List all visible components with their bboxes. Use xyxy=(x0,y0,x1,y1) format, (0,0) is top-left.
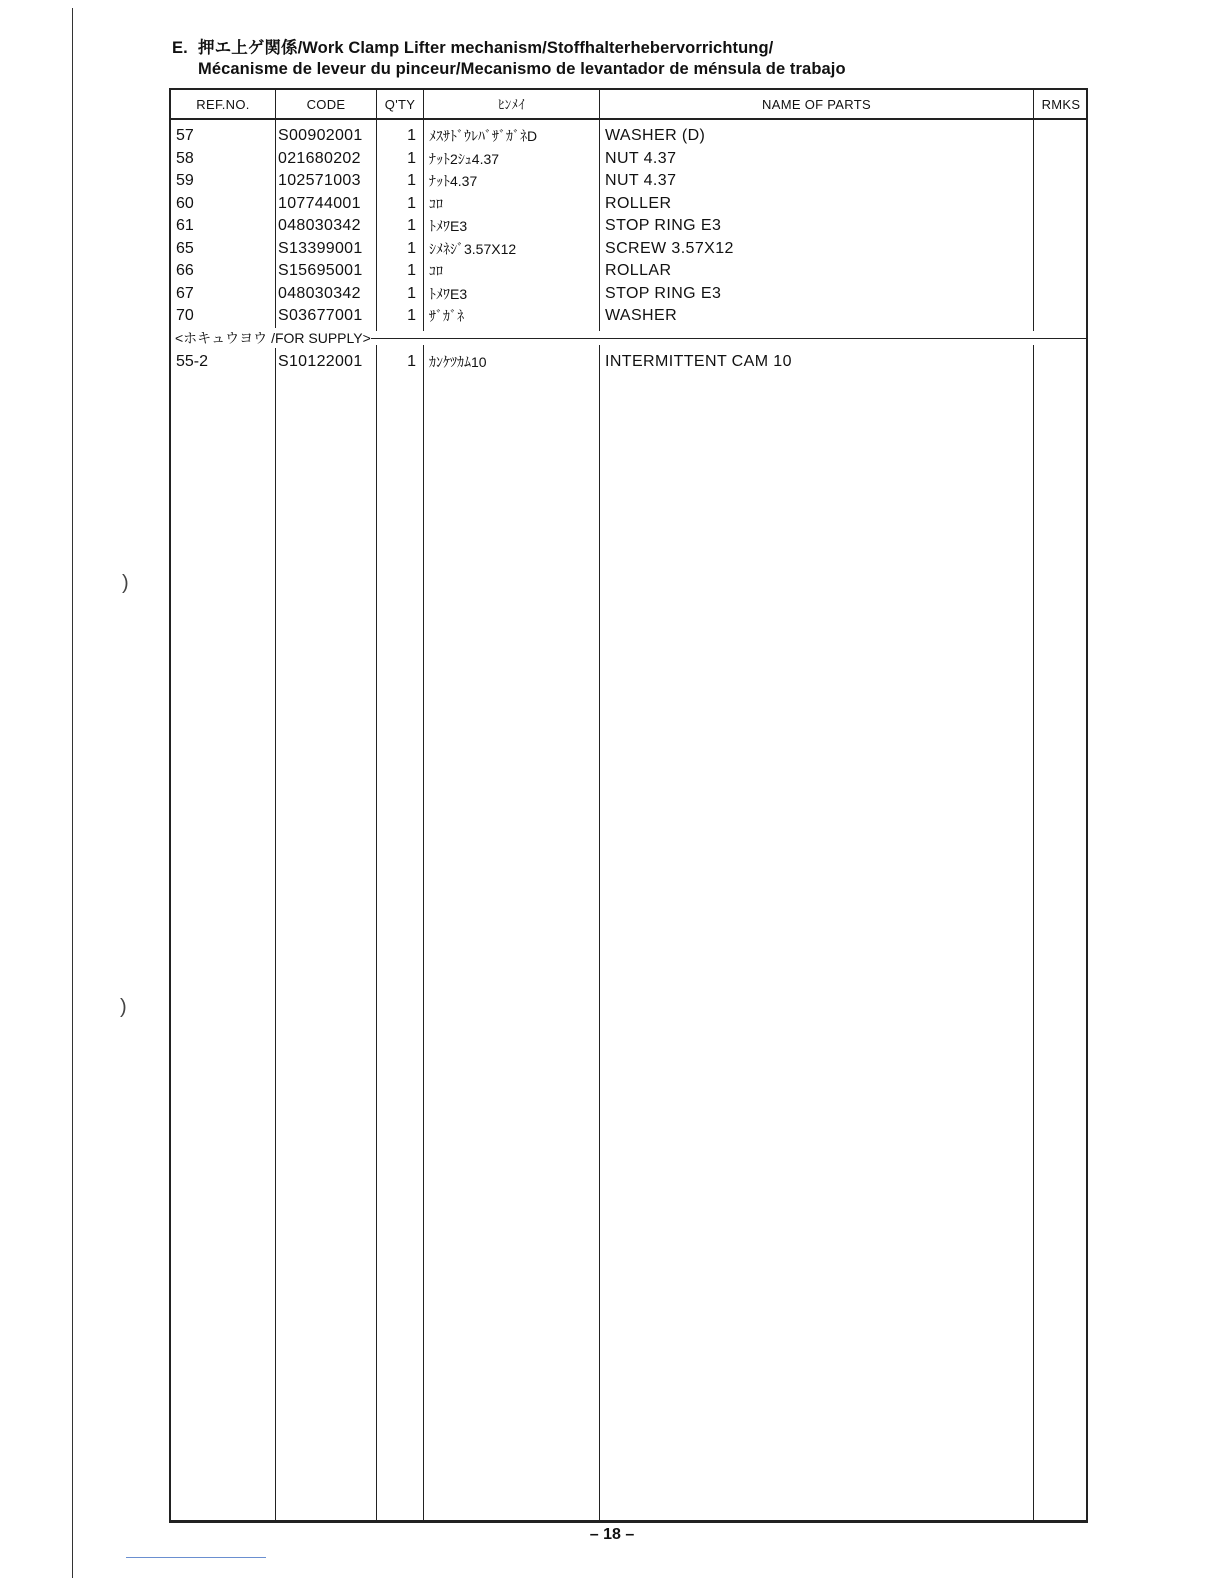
part-name: WASHER xyxy=(605,307,678,324)
bottom-rule xyxy=(126,1557,266,1558)
quantity: 1 xyxy=(407,353,416,370)
part-name: SCREW 3.57X12 xyxy=(605,239,734,257)
section-letter: E. xyxy=(172,39,188,57)
kana-name: ﾒｽｻﾄﾞｳﾚﾊﾞｻﾞｶﾞﾈD xyxy=(429,128,538,144)
table-row xyxy=(171,260,1086,282)
ref-no: 60 xyxy=(176,194,194,212)
part-code: S00902001 xyxy=(278,127,363,144)
quantity: 1 xyxy=(407,284,416,302)
part-name: STOP RING E3 xyxy=(605,217,722,234)
part-name: ROLLAR xyxy=(605,262,672,279)
title-text-1: 押エ上ゲ関係/Work Clamp Lifter mechanism/Stoffhalterhebervorrichtung/ xyxy=(198,39,774,57)
page-number: – 18 – xyxy=(589,1526,635,1543)
ref-no: 70 xyxy=(176,307,194,324)
margin-mark: ) xyxy=(120,996,127,1018)
part-code: 048030342 xyxy=(278,217,361,234)
part-code: 048030342 xyxy=(278,284,361,302)
table-header xyxy=(171,90,1086,120)
kana-name: ｺﾛ xyxy=(429,263,443,279)
part-code: S13399001 xyxy=(278,239,363,257)
part-name: WASHER (D) xyxy=(605,127,706,144)
for-supply-section xyxy=(171,328,1086,348)
kana-name: ｼﾒﾈｼﾞ3.57X12 xyxy=(429,240,517,257)
header-kana-name: ﾋﾝﾒｲ xyxy=(497,97,526,112)
for-supply-label: <ホキュウヨウ /FOR SUPPLY> xyxy=(175,330,371,346)
ref-no: 55-2 xyxy=(176,353,209,370)
parts-table xyxy=(169,88,1088,1523)
kana-name: ﾅｯﾄ4.37 xyxy=(429,173,478,189)
part-code: S10122001 xyxy=(278,353,363,370)
header-code: CODE xyxy=(306,97,346,112)
ref-no: 61 xyxy=(176,217,194,234)
quantity: 1 xyxy=(407,172,416,189)
table-row xyxy=(171,170,1086,192)
margin-mark: ) xyxy=(122,572,129,594)
part-code: 102571003 xyxy=(278,172,361,189)
table-row xyxy=(171,305,1086,327)
binding-line xyxy=(72,8,73,1578)
table-row xyxy=(171,125,1086,147)
ref-no: 67 xyxy=(176,284,194,302)
part-name: STOP RING E3 xyxy=(605,284,722,302)
part-code: S03677001 xyxy=(278,307,363,324)
for-supply-rule xyxy=(371,338,1086,339)
ref-no: 58 xyxy=(176,149,194,167)
part-code: S15695001 xyxy=(278,262,363,279)
ref-no: 65 xyxy=(176,239,194,257)
table-row xyxy=(171,193,1086,215)
quantity: 1 xyxy=(407,307,416,324)
table-row xyxy=(171,148,1086,170)
part-name: NUT 4.37 xyxy=(605,149,677,167)
part-name: NUT 4.37 xyxy=(605,172,677,189)
table-row xyxy=(171,283,1086,305)
quantity: 1 xyxy=(407,149,416,167)
kana-name: ｺﾛ xyxy=(429,195,443,212)
part-name: INTERMITTENT CAM 10 xyxy=(605,353,792,370)
table-row xyxy=(171,238,1086,260)
section-title xyxy=(172,38,846,80)
quantity: 1 xyxy=(407,262,416,279)
title-line-1 xyxy=(172,38,846,59)
kana-name: ｻﾞｶﾞﾈ xyxy=(429,308,464,324)
header-name-of-parts: NAME OF PARTS xyxy=(762,97,871,112)
header-remarks: RMKS xyxy=(1041,97,1081,112)
ref-no: 66 xyxy=(176,262,194,279)
kana-name: ﾄﾒﾜE3 xyxy=(429,285,468,302)
table-row xyxy=(171,351,1086,373)
quantity: 1 xyxy=(407,239,416,257)
ref-no: 59 xyxy=(176,172,194,189)
header-ref-no: REF.NO. xyxy=(196,97,250,112)
kana-name: ﾄﾒﾜE3 xyxy=(429,218,468,234)
quantity: 1 xyxy=(407,127,416,144)
title-line-2: Mécanisme de leveur du pinceur/Mecanismo de levantador de ménsula de trabajo xyxy=(198,60,846,78)
part-code: 107744001 xyxy=(278,194,361,212)
part-name: ROLLER xyxy=(605,194,672,212)
kana-name: ｶﾝｹﾂｶﾑ10 xyxy=(429,354,487,370)
part-code: 021680202 xyxy=(278,149,361,167)
quantity: 1 xyxy=(407,194,416,212)
kana-name: ﾅｯﾄ2ｼｭ4.37 xyxy=(429,150,500,167)
quantity: 1 xyxy=(407,217,416,234)
header-qty: Q'TY xyxy=(384,97,416,112)
table-row xyxy=(171,215,1086,237)
ref-no: 57 xyxy=(176,127,194,144)
